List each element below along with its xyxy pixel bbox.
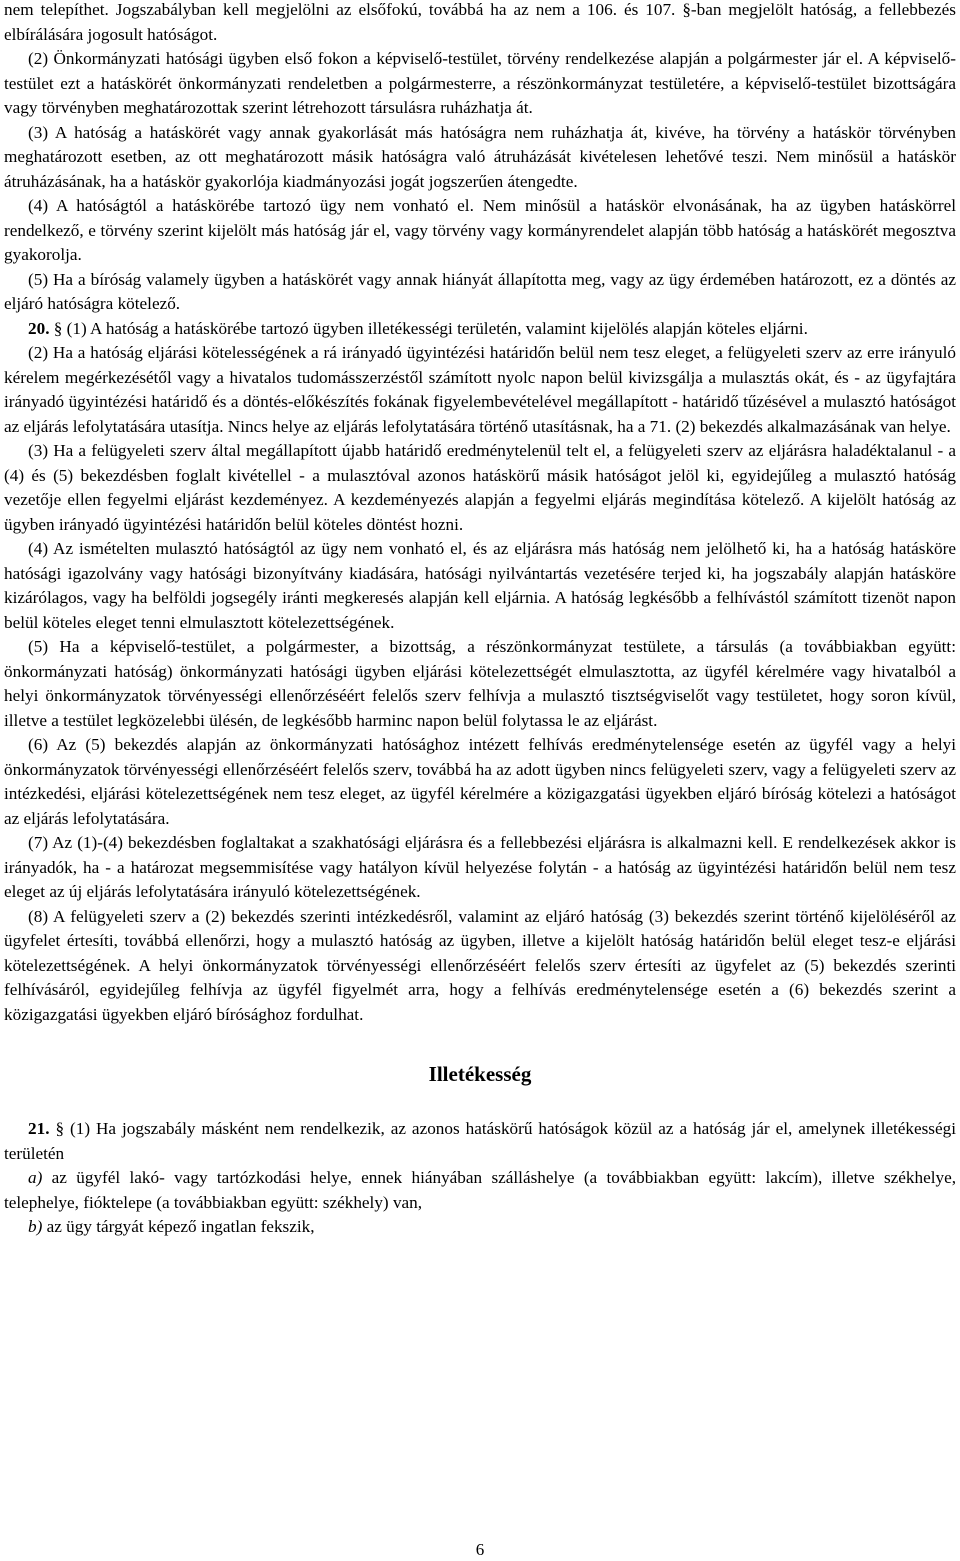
paragraph-19-5: (5) Ha a bíróság valamely ügyben a hatáskörét vagy annak hiányát állapította meg, vagy az ügy érdemében határozott, ez a döntés az eljáró hatóságra kötelező. [4, 269, 956, 313]
list-item-letter: b) [28, 1217, 43, 1236]
paragraph-20-3: (3) Ha a felügyeleti szerv által megállapított újabb határidő eredménytelenül telt el, a felügyeleti szerv az eljárásra haladéktalanul - a (4) és (5) bekezdésben foglalt kivétellel - a mulasztóval azonos hatáskörű másik hatóságot jelöl ki, egyidejűleg a mulasztó hatóság vezetője ellen fegyelmi eljárást kezdeményez. A kezdeményezés alapján a fegyelmi eljárás megindítása kötelező. A kijelölt hatóság az ügyben irányadó ügyintézési határidőn belül köteles döntést hozni. [4, 441, 956, 534]
paragraph-20-1-text: § (1) A hatóság a hatáskörébe tartozó ügyben illetékességi területén, valamint kijelölés alapján köteles eljárni. [49, 318, 808, 338]
paragraph-21-1-text: § (1) Ha jogszabály másként nem rendelkezik, az azonos hatáskörű hatóságok közül az a hatóság jár el, amelynek illetékességi területén [4, 1119, 956, 1163]
list-item-a [4, 1166, 956, 1215]
list-item-text: az ügyfél lakó- vagy tartózkodási helye, ennek hiányában szálláshelye (a továbbiakban együtt: lakcím), illetve székhelye, telephelye, fióktelepe (a továbbiakban együtt: székhely) van, [4, 1168, 956, 1212]
list-item-text: az ügy tárgyát képező ingatlan fekszik, [42, 1217, 315, 1236]
paragraph-20-4: (4) Az ismételten mulasztó hatóságtól az ügy nem vonható el, és az eljárásra más hatóság nem jelölhető ki, ha a hatóság hatásköre hatósági igazolvány vagy hatósági bizonyítvány kiadására, hatósági nyilvántartás vezetésére terjed ki, ha jogszabály alapján hatásköre kizárólagos, vagy ha belföldi jogsegély iránti megkeresés alapján kell eljárnia. A hatóság legkésőbb a felhívástól számított tizenöt napon belül köteles eleget tenni elmulasztott kötelezettségének. [4, 539, 956, 632]
paragraph-21-1 [4, 1117, 956, 1166]
section-number-20: 20. [28, 318, 50, 338]
paragraph-19-3: (3) A hatóság a hatáskörét vagy annak gyakorlását más hatóságra nem ruházhatja át, kivéve, ha törvény a hatáskör törvényben meghatározott esetben, az ott meghatározott másik hatóságra való átruházását kivételesen lehetővé teszi. Nem minősül a hatáskör átruházásának, ha a hatáskör gyakorlója kiadmányozási jogát jogszerűen átengedte. [4, 122, 956, 191]
paragraph-19-2: (2) Önkormányzati hatósági ügyben első fokon a képviselő-testület, törvény rendelkezése alapján a polgármester jár el. A képviselő-testület ezt a hatáskörét önkormányzati rendeletben a polgármesterre, a részönkormányzat testületére, a képviselő-testület bizottságára vagy törvényben meghatározottak szerint létrehozott társulásra ruházhatja át. [4, 49, 956, 117]
section-number-21: 21. [28, 1119, 50, 1138]
section-heading: Illetékesség [428, 1062, 532, 1086]
paragraph-19-4: (4) A hatóságtól a hatáskörébe tartozó ügy nem vonható el. Nem minősül a hatáskör elvonásának, ha az ügyben hatáskörrel rendelkező, e törvény szerint kijelölt más hatóság jár el, vagy törvény vagy kormányrendelet alapján több hatóság a hatáskörét megosztva gyakorolja. [4, 196, 956, 264]
paragraph-20-6: (6) Az (5) bekezdés alapján az önkormányzati hatósághoz intézett felhívás eredménytelensége esetén az ügyfél vagy a helyi önkormányzatok törvényességi ellenőrzéséért felelős szerv, továbbá ha az adott ügyben nincs felügyeleti szerv, vagy a felügyeleti szerv az intézkedési, eljárási kötelezettségének nem tesz eleget, az ügyfél kérelmére a közigazgatási ügyekben eljáró bíróság kötelezi a hatóságot az eljárás lefolytatására. [4, 735, 956, 828]
paragraph-20-7: (7) Az (1)-(4) bekezdésben foglaltakat a szakhatósági eljárásra és a fellebbezési eljárásra is alkalmazni kell. E rendelkezések akkor is irányadók, ha - a határozat megsemmisítése vagy hatályon kívül helyezése folytán - a hatóság az ügyintézési határidőn belül nem tesz eleget az új eljárás lefolytatására irányuló kötelezettségének. [4, 833, 956, 901]
paragraph-20-8: (8) A felügyeleti szerv a (2) bekezdés szerinti intézkedésről, valamint az eljáró hatóság (3) bekezdés szerint történő kijelöléséről az ügyfelet értesíti, továbbá ellenőrzi, hogy a mulasztó hatóság az ügyben, illetve a kijelölt hatóság határidőn belül eleget tesz-e eljárási kötelezettségének. A helyi önkormányzatok törvényességi ellenőrzéséért felelős szerv értesíti az ügyfelet az (5) bekezdés szerinti felhívásáról, egyidejűleg felhívja az ügyfél figyelmét arra, hogy a felhívás eredménytelensége esetén a (6) bekezdés szerint a közigazgatási ügyekben eljáró bírósághoz fordulhat. [4, 906, 956, 1024]
paragraph-20-2: (2) Ha a hatóság eljárási kötelességének a rá irányadó ügyintézési határidőn belül nem tesz eleget, a felügyeleti szerv az erre irányuló kérelem megérkezésétől vagy a hivatalos tudomásszerzéstől számított nyolc napon belül kivizsgálja a mulasztás okát, és - az ügyfajtára irányadó ügyintézési határidő és a döntés-előkészítés fokának figyelembevételével megállapított - határidő tűzésével a mulasztó hatóságot az eljárás lefolytatására utasítja. Nincs helye az eljárás lefolytatására történő utasításnak, ha a 71. (2) bekezdés alkalmazásának van helye. [4, 343, 956, 436]
list-item-b [4, 1215, 956, 1240]
page-number: 6 [475, 1540, 485, 1559]
list-item-letter: a) [28, 1168, 43, 1187]
paragraph-20-1 [4, 317, 956, 342]
paragraph-continuation: nem telepíthet. Jogszabályban kell megjelölni az elsőfokú, továbbá ha az nem a 106. és 107. §-ban megjelölt hatóság, a fellebbezés elbírálására jogosult hatóságot. [4, 0, 956, 44]
paragraph-20-5: (5) Ha a képviselő-testület, a polgármester, a bizottság, a részönkormányzat testülete, a társulás (a továbbiakban együtt: önkormányzati hatóság) önkormányzati hatósági ügyben eljárási kötelezettségét elmulasztotta, az ügyfél kérelmére vagy hivatalból a helyi önkormányzatok törvényességi ellenőrzéséért felelős szerv felhívja a mulasztó tisztségviselőt vagy testületet, hogy soron kívül, illetve a testület legközelebbi ülésén, de legkésőbb harminc napon belül folytassa le az eljárást. [4, 637, 956, 730]
